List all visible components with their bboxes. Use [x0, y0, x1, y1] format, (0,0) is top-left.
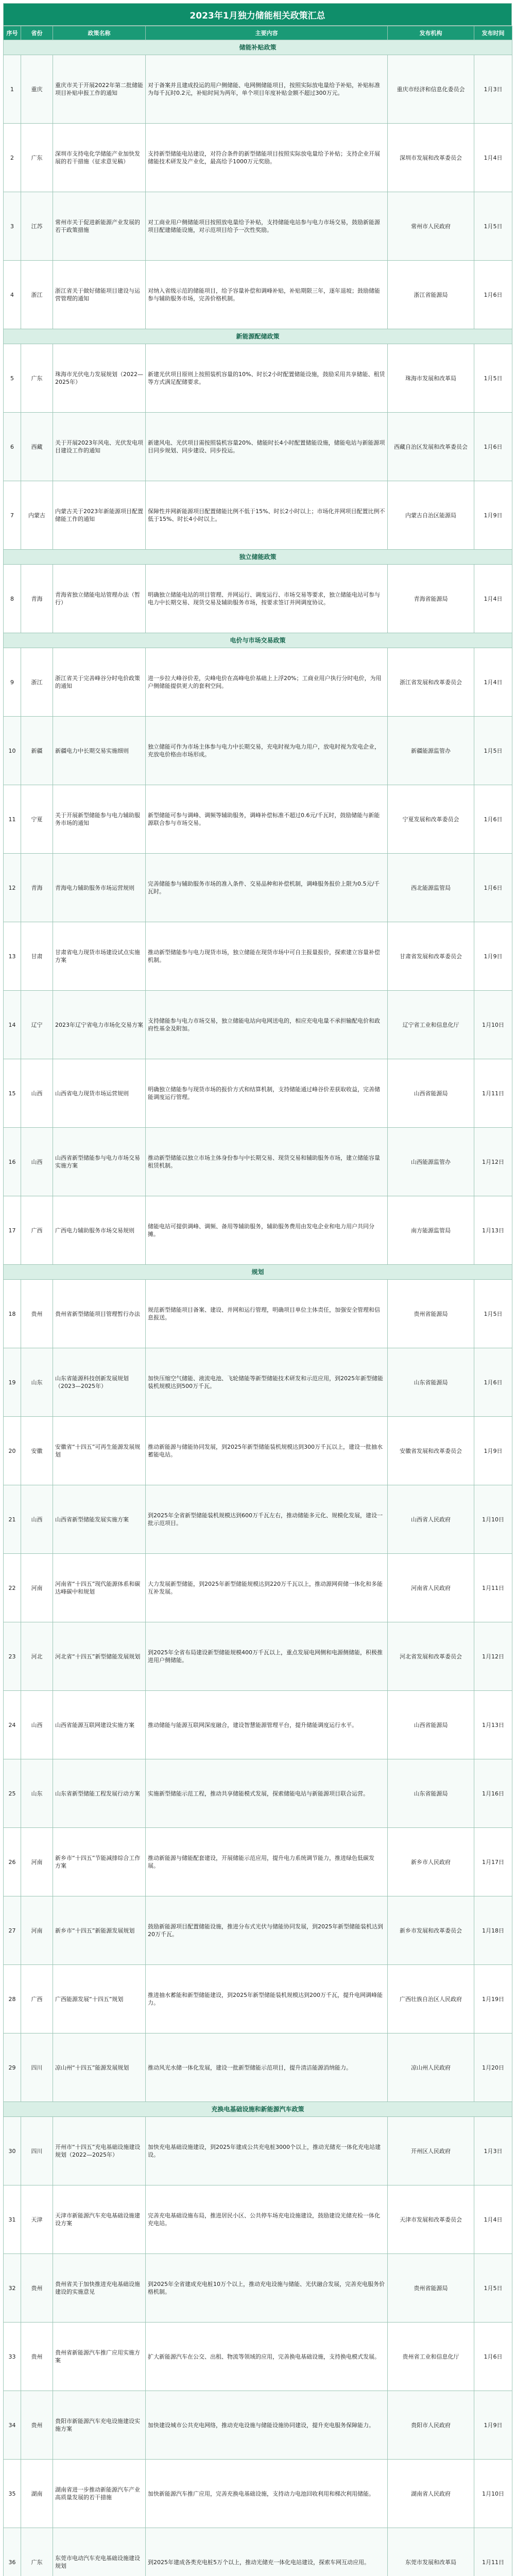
cell-no: 36: [4, 2528, 21, 2576]
cell-no: 30: [4, 2117, 21, 2185]
cell-content: 新型储能可参与调峰、调频等辅助服务，调峰补偿标准不超过0.6元/千瓦时，鼓励储能与新能源联合参与市场交易。: [146, 785, 388, 854]
section-title: 充换电基础设施和新能源汽车政策: [4, 2102, 512, 2117]
cell-policy-name: 山西省新型储能发展实施方案: [53, 1485, 146, 1554]
cell-no: 26: [4, 1828, 21, 1896]
cell-date: 1月13日: [474, 1196, 512, 1265]
table-row: [4, 1828, 512, 1896]
table-row: [4, 717, 512, 785]
cell-policy-name: 贵阳市新能源汽车充电设施建设实施方案: [53, 2391, 146, 2460]
cell-org: 湖南省人民政府: [388, 2460, 474, 2528]
cell-no: 12: [4, 854, 21, 922]
table-row: [4, 2117, 512, 2185]
cell-region: 湖南: [21, 2460, 53, 2528]
cell-content: 对纳入省级示范的储能项目，给予容量补偿和调峰补贴，补贴期限三年，逐年退坡；鼓励储能参与辅助服务市场，完善价格机制。: [146, 261, 388, 329]
table-row: [4, 2033, 512, 2102]
cell-date: 1月11日: [474, 1059, 512, 1128]
cell-content: 大力发展新型储能，到2025年新型储能规模达到220万千瓦以上，推动源网荷储一体化和多能互补发展。: [146, 1554, 388, 1622]
cell-no: 14: [4, 991, 21, 1059]
cell-no: 32: [4, 2254, 21, 2323]
cell-policy-name: 甘肃省电力现货市场建设试点实施方案: [53, 922, 146, 991]
table-row: [4, 2185, 512, 2254]
cell-region: 广西: [21, 1196, 53, 1265]
cell-no: 3: [4, 192, 21, 261]
cell-org: 山西省人民政府: [388, 1485, 474, 1554]
table-row: [4, 854, 512, 922]
cell-content: 储能电站可提供调峰、调频、备用等辅助服务，辅助服务费用由发电企业和电力用户共同分摊。: [146, 1196, 388, 1265]
cell-org: 内蒙古自治区能源局: [388, 481, 474, 550]
cell-no: 15: [4, 1059, 21, 1128]
cell-date: 1月3日: [474, 2117, 512, 2185]
cell-content: 实施新型储能示范工程，推动共享储能模式发展，探索储能电站与新能源项目联合运营。: [146, 1759, 388, 1828]
cell-org: 重庆市经济和信息化委员会: [388, 55, 474, 124]
section-header: [4, 2102, 512, 2117]
cell-region: 广东: [21, 344, 53, 413]
cell-policy-name: 开州市“十四五”充电基础设施建设规划（2022—2025年）: [53, 2117, 146, 2185]
cell-org: 贵州省工业和信息化厅: [388, 2323, 474, 2391]
cell-region: 广东: [21, 2528, 53, 2576]
cell-content: 加快建设城市公共充电网络，推动充电设施与储能设施协同建设，提升充电服务保障能力。: [146, 2391, 388, 2460]
cell-no: 28: [4, 1965, 21, 2033]
table-row: [4, 922, 512, 991]
cell-policy-name: 贵州省新型储能项目管理暂行办法: [53, 1280, 146, 1348]
cell-date: 1月9日: [474, 922, 512, 991]
cell-org: 河北省发展和改革委员会: [388, 1622, 474, 1691]
cell-policy-name: 常州市关于促进新能源产业发展的若干政策措施: [53, 192, 146, 261]
table-row: [4, 2391, 512, 2460]
cell-policy-name: 浙江省关于完善峰谷分时电价政策的通知: [53, 648, 146, 717]
cell-content: 推动新型储能参与电力现货市场，独立储能在现货市场中可自主报量报价，探索建立容量补偿机制。: [146, 922, 388, 991]
table-row: [4, 2460, 512, 2528]
cell-date: 1月5日: [474, 344, 512, 413]
cell-date: 1月10日: [474, 2460, 512, 2528]
cell-org: 山西省能源局: [388, 1691, 474, 1759]
cell-region: 贵州: [21, 2254, 53, 2323]
cell-org: 青海省能源局: [388, 565, 474, 633]
cell-content: 完善充电基础设施布局，推进居民小区、公共停车场充电设施建设，鼓励建设光储充检一体化充电站。: [146, 2185, 388, 2254]
cell-region: 山东: [21, 1348, 53, 1417]
cell-date: 1月5日: [474, 192, 512, 261]
cell-no: 27: [4, 1896, 21, 1965]
cell-org: 贵州省能源局: [388, 1280, 474, 1348]
policy-table: [3, 26, 512, 2576]
header-org: 发布机构: [388, 26, 474, 40]
cell-org: 山东省能源局: [388, 1348, 474, 1417]
cell-date: 1月13日: [474, 1691, 512, 1759]
cell-date: 1月20日: [474, 2033, 512, 2102]
cell-policy-name: 贵州省新能源汽车推广应用实施方案: [53, 2323, 146, 2391]
cell-content: 推进抽水蓄能和新型储能建设，到2025年新型储能装机规模达到200万千瓦，提升电网调峰能力。: [146, 1965, 388, 2033]
table-body: [4, 40, 512, 2576]
cell-content: 加快充电基础设施建设，到2025年建成公共充电桩3000个以上，推动光储充一体化充电站建设。: [146, 2117, 388, 2185]
cell-no: 31: [4, 2185, 21, 2254]
cell-no: 9: [4, 648, 21, 717]
table-row: [4, 648, 512, 717]
cell-date: 1月16日: [474, 1759, 512, 1828]
cell-org: 天津市发展和改革委员会: [388, 2185, 474, 2254]
cell-date: 1月6日: [474, 785, 512, 854]
cell-policy-name: 天津市新能源汽车充电基础设施建设方案: [53, 2185, 146, 2254]
cell-date: 1月4日: [474, 124, 512, 192]
cell-policy-name: 河北省“十四五”新型储能发展规划: [53, 1622, 146, 1691]
cell-policy-name: 广西电力辅助服务市场交易规则: [53, 1196, 146, 1265]
cell-policy-name: 山西省新型储能参与电力市场交易实施方案: [53, 1128, 146, 1196]
cell-no: 2: [4, 124, 21, 192]
section-header: [4, 40, 512, 55]
cell-no: 5: [4, 344, 21, 413]
cell-region: 天津: [21, 2185, 53, 2254]
cell-region: 四川: [21, 2033, 53, 2102]
cell-content: 完善储能参与辅助服务市场的准入条件、交易品种和补偿机制，调峰服务报价上限为0.5元/千瓦时。: [146, 854, 388, 922]
cell-no: 20: [4, 1417, 21, 1485]
cell-date: 1月9日: [474, 1417, 512, 1485]
cell-no: 18: [4, 1280, 21, 1348]
cell-date: 1月11日: [474, 2528, 512, 2576]
section-header: [4, 633, 512, 648]
cell-region: 西藏: [21, 413, 53, 481]
cell-no: 19: [4, 1348, 21, 1417]
cell-region: 贵州: [21, 1280, 53, 1348]
table-row: [4, 1965, 512, 2033]
cell-no: 23: [4, 1622, 21, 1691]
cell-policy-name: 广西能源发展“十四五”规划: [53, 1965, 146, 2033]
cell-date: 1月19日: [474, 1965, 512, 2033]
sheet-title: 2023年1月独力储能相关政策汇总: [3, 3, 512, 26]
cell-policy-name: 内蒙古关于2023年新能源项目配置储能工作的通知: [53, 481, 146, 550]
cell-region: 山东: [21, 1759, 53, 1828]
cell-region: 河南: [21, 1828, 53, 1896]
cell-policy-name: 山东省新型储能工程发展行动方案: [53, 1759, 146, 1828]
cell-policy-name: 关于开展2023年风电、光伏发电项目建设工作的通知: [53, 413, 146, 481]
cell-content: 推动新型储能以独立市场主体身份参与中长期交易、现货交易和辅助服务市场，建立储能容量租赁机制。: [146, 1128, 388, 1196]
cell-date: 1月11日: [474, 1554, 512, 1622]
cell-content: 加快新能源汽车推广应用，完善充换电基础设施，支持动力电池回收利用和梯次利用储能。: [146, 2460, 388, 2528]
cell-policy-name: 山东省能源科技创新发展规划（2023—2025年）: [53, 1348, 146, 1417]
cell-content: 支持新型储能电站建设，对符合条件的新型储能项目按照实际放电量给予补贴；支持企业开展储能技术研发及产业化，最高给予1000万元奖励。: [146, 124, 388, 192]
cell-policy-name: 东莞市电动汽车充电基础设施建设规划: [53, 2528, 146, 2576]
cell-region: 山西: [21, 1691, 53, 1759]
cell-date: 1月12日: [474, 1622, 512, 1691]
table-row: [4, 1348, 512, 1417]
cell-content: 推动新能源与储能协同发展，到2025年新型储能装机规模达到300万千瓦以上，建设一批抽水蓄能电站。: [146, 1417, 388, 1485]
cell-date: 1月9日: [474, 2391, 512, 2460]
cell-no: 7: [4, 481, 21, 550]
cell-region: 青海: [21, 565, 53, 633]
cell-region: 山西: [21, 1485, 53, 1554]
table-row: [4, 1691, 512, 1759]
section-header: [4, 550, 512, 565]
section-title: 电价与市场交易政策: [4, 633, 512, 648]
cell-org: 西北能源监管局: [388, 854, 474, 922]
cell-no: 13: [4, 922, 21, 991]
cell-org: 珠海市发展和改革局: [388, 344, 474, 413]
cell-org: 常州市人民政府: [388, 192, 474, 261]
cell-policy-name: 新乡市“十四五”新能源发展规划: [53, 1896, 146, 1965]
cell-org: 新乡市人民政府: [388, 1828, 474, 1896]
cell-org: 山西省能源局: [388, 1059, 474, 1128]
cell-content: 推动新能源与储能配套建设，开展储能示范应用，提升电力系统调节能力，推进绿色低碳发展。: [146, 1828, 388, 1896]
table-row: [4, 1622, 512, 1691]
cell-content: 对于备案并且建成投运的用户侧储能、电网侧储能项目，按照实际放电量给予补贴，补贴标准为每千瓦时0.2元，补贴时间为两年，单个项目年度补贴金额不超过300万元。: [146, 55, 388, 124]
cell-org: 浙江省能源局: [388, 261, 474, 329]
cell-region: 河南: [21, 1554, 53, 1622]
cell-org: 贵阳市人民政府: [388, 2391, 474, 2460]
table-row: [4, 1759, 512, 1828]
cell-date: 1月5日: [474, 2254, 512, 2323]
cell-org: 宁夏发展和改革委员会: [388, 785, 474, 854]
cell-no: 34: [4, 2391, 21, 2460]
table-row: [4, 991, 512, 1059]
cell-content: 推动储能与能源互联网深度融合，建设智慧能源管理平台，提升储能调度运行水平。: [146, 1691, 388, 1759]
cell-date: 1月6日: [474, 854, 512, 922]
cell-date: 1月9日: [474, 481, 512, 550]
cell-org: 辽宁省工业和信息化厅: [388, 991, 474, 1059]
header-no: 序号: [4, 26, 21, 40]
cell-policy-name: 浙江省关于做好储能项目建设与运营管理的通知: [53, 261, 146, 329]
cell-date: 1月5日: [474, 1280, 512, 1348]
cell-policy-name: 关于开展新型储能参与电力辅助服务市场的通知: [53, 785, 146, 854]
cell-date: 1月4日: [474, 565, 512, 633]
cell-org: 山东省能源局: [388, 1759, 474, 1828]
cell-policy-name: 青海电力辅助服务市场运营规则: [53, 854, 146, 922]
cell-date: 1月5日: [474, 717, 512, 785]
cell-content: 进一步拉大峰谷价差，尖峰电价在高峰电价基础上上浮20%；工商业用户执行分时电价，为用户侧储能提供更大的套利空间。: [146, 648, 388, 717]
cell-content: 保障性并网新能源项目配置储能比例不低于15%、时长2小时以上；市场化并网项目配置比例不低于15%、时长4小时以上。: [146, 481, 388, 550]
cell-no: 8: [4, 565, 21, 633]
cell-region: 宁夏: [21, 785, 53, 854]
cell-no: 29: [4, 2033, 21, 2102]
section-header: [4, 329, 512, 344]
cell-region: 贵州: [21, 2323, 53, 2391]
cell-content: 到2025年全省布局建设新型储能规模400万千瓦以上，重点发展电网侧和电源侧储能，积极推进用户侧储能。: [146, 1622, 388, 1691]
section-title: 规划: [4, 1265, 512, 1280]
header-row: [4, 26, 512, 40]
cell-date: 1月4日: [474, 648, 512, 717]
cell-org: 安徽省发展和改革委员会: [388, 1417, 474, 1485]
cell-no: 24: [4, 1691, 21, 1759]
cell-no: 22: [4, 1554, 21, 1622]
cell-policy-name: 山西省电力现货市场运营规则: [53, 1059, 146, 1128]
cell-no: 1: [4, 55, 21, 124]
cell-no: 6: [4, 413, 21, 481]
cell-policy-name: 湖南省进一步推动新能源汽车产业高质量发展的若干措施: [53, 2460, 146, 2528]
cell-policy-name: 河南省“十四五”现代能源体系和碳达峰碳中和规划: [53, 1554, 146, 1622]
table-row: [4, 1059, 512, 1128]
cell-region: 辽宁: [21, 991, 53, 1059]
cell-content: 明确独立储能电站的项目管理、并网运行、调度运行、市场交易等要求，独立储能电站可参与电力中长期交易、现货交易及辅助服务市场，按要求签订并网调度协议。: [146, 565, 388, 633]
cell-region: 河北: [21, 1622, 53, 1691]
table-row: [4, 785, 512, 854]
cell-date: 1月3日: [474, 55, 512, 124]
cell-policy-name: 山西省能源互联网建设实施方案: [53, 1691, 146, 1759]
header-content: 主要内容: [146, 26, 388, 40]
cell-policy-name: 青海省独立储能电站管理办法（暂行）: [53, 565, 146, 633]
cell-no: 10: [4, 717, 21, 785]
cell-no: 17: [4, 1196, 21, 1265]
table-row: [4, 1280, 512, 1348]
cell-content: 支持储能参与电力市场交易，独立储能电站向电网送电的，相应充电电量不承担输配电价和政府性基金及附加。: [146, 991, 388, 1059]
section-header: [4, 1265, 512, 1280]
table-row: [4, 565, 512, 633]
cell-content: 新建风电、光伏项目需按照装机容量20%、储能时长4小时配置储能设施，储能电站与新能源项目同步规划、同步建设、同步投运。: [146, 413, 388, 481]
table-row: [4, 2254, 512, 2323]
cell-date: 1月10日: [474, 991, 512, 1059]
cell-content: 鼓励新能源项目配置储能设施，推进分布式光伏与储能协同发展，到2025年新型储能装机达到20万千瓦。: [146, 1896, 388, 1965]
cell-date: 1月17日: [474, 1828, 512, 1896]
cell-org: 南方能源监管局: [388, 1196, 474, 1265]
cell-content: 对工商业用户侧储能项目按照放电量给予补贴，支持储能电站参与电力市场交易，鼓励新能源项目配建储能设施，对示范项目给予一次性奖励。: [146, 192, 388, 261]
cell-no: 25: [4, 1759, 21, 1828]
cell-content: 加快压缩空气储能、液流电池、飞轮储能等新型储能技术研发和示范应用，到2025年新型储能装机规模达到500万千瓦。: [146, 1348, 388, 1417]
cell-region: 广西: [21, 1965, 53, 2033]
policy-sheet: [3, 3, 512, 2576]
cell-org: 新乡市发展和改革委员会: [388, 1896, 474, 1965]
cell-policy-name: 凉山州“十四五”能源发展规划: [53, 2033, 146, 2102]
section-title: 独立储能政策: [4, 550, 512, 565]
cell-org: 西藏自治区发展和改革委员会: [388, 413, 474, 481]
table-row: [4, 1196, 512, 1265]
table-row: [4, 481, 512, 550]
cell-no: 11: [4, 785, 21, 854]
cell-date: 1月6日: [474, 2323, 512, 2391]
cell-region: 江苏: [21, 192, 53, 261]
table-row: [4, 344, 512, 413]
cell-policy-name: 新疆电力中长期交易实施细则: [53, 717, 146, 785]
cell-content: 规范新型储能项目备案、建设、并网和运行管理，明确项目单位主体责任，加强安全管理和信息报送。: [146, 1280, 388, 1348]
table-row: [4, 55, 512, 124]
cell-date: 1月18日: [474, 1896, 512, 1965]
table-row: [4, 261, 512, 329]
cell-region: 山西: [21, 1128, 53, 1196]
cell-no: 35: [4, 2460, 21, 2528]
cell-policy-name: 2023年辽宁省电力市场化交易方案: [53, 991, 146, 1059]
cell-content: 推动风光水储一体化发展，建设一批新型储能示范项目，提升清洁能源消纳能力。: [146, 2033, 388, 2102]
cell-no: 4: [4, 261, 21, 329]
cell-org: 浙江省发展和改革委员会: [388, 648, 474, 717]
cell-policy-name: 深圳市支持电化学储能产业加快发展的若干措施（征求意见稿）: [53, 124, 146, 192]
table-row: [4, 1485, 512, 1554]
cell-content: 到2025年全省建成充电桩10万个以上，推动充电设施与储能、光伏融合发展，完善充电服务价格机制。: [146, 2254, 388, 2323]
cell-date: 1月4日: [474, 2185, 512, 2254]
cell-content: 新建光伏项目原则上按照装机容量的10%、时长2小时配置储能设施，鼓励采用共享储能、租赁等方式满足配储要求。: [146, 344, 388, 413]
table-row: [4, 124, 512, 192]
cell-content: 扩大新能源汽车在公交、出租、物流等领域的应用，完善换电基础设施，支持换电模式发展。: [146, 2323, 388, 2391]
cell-org: 甘肃省发展和改革委员会: [388, 922, 474, 991]
table-row: [4, 1417, 512, 1485]
cell-org: 凉山州人民政府: [388, 2033, 474, 2102]
cell-org: 新疆能源监管办: [388, 717, 474, 785]
cell-region: 内蒙古: [21, 481, 53, 550]
header-date: 发布时间: [474, 26, 512, 40]
cell-date: 1月6日: [474, 1348, 512, 1417]
cell-content: 到2025年全省新型储能装机规模达到600万千瓦左右，推动储能多元化、规模化发展，建设一批示范项目。: [146, 1485, 388, 1554]
cell-region: 安徽: [21, 1417, 53, 1485]
cell-org: 东莞市发展和改革局: [388, 2528, 474, 2576]
table-row: [4, 2528, 512, 2576]
cell-date: 1月12日: [474, 1128, 512, 1196]
table-row: [4, 2323, 512, 2391]
cell-content: 独立储能可作为市场主体参与电力中长期交易，充电时视为电力用户，放电时视为发电企业，充放电价格由市场形成。: [146, 717, 388, 785]
cell-region: 甘肃: [21, 922, 53, 991]
cell-org: 山西能源监管办: [388, 1128, 474, 1196]
table-row: [4, 1896, 512, 1965]
cell-policy-name: 珠海市光伏电力发展规划（2022—2025年）: [53, 344, 146, 413]
table-row: [4, 1554, 512, 1622]
header-name: 政策名称: [53, 26, 146, 40]
section-title: 新能源配储政策: [4, 329, 512, 344]
cell-policy-name: 新乡市“十四五”节能减排综合工作方案: [53, 1828, 146, 1896]
cell-org: 广西壮族自治区人民政府: [388, 1965, 474, 2033]
cell-content: 到2025年建成各类充电桩5万个以上，推动光储充一体化电站建设，探索车网互动应用。: [146, 2528, 388, 2576]
cell-org: 河南省人民政府: [388, 1554, 474, 1622]
cell-region: 重庆: [21, 55, 53, 124]
cell-org: 深圳市发展和改革委员会: [388, 124, 474, 192]
cell-region: 青海: [21, 854, 53, 922]
cell-org: 开州区人民政府: [388, 2117, 474, 2185]
cell-region: 山西: [21, 1059, 53, 1128]
header-region: 省份: [21, 26, 53, 40]
table-row: [4, 413, 512, 481]
table-row: [4, 192, 512, 261]
cell-date: 1月10日: [474, 1485, 512, 1554]
cell-policy-name: 贵州省关于加快推进充电基础设施建设的实施意见: [53, 2254, 146, 2323]
cell-region: 浙江: [21, 261, 53, 329]
cell-no: 33: [4, 2323, 21, 2391]
cell-org: 贵州省能源局: [388, 2254, 474, 2323]
cell-date: 1月6日: [474, 413, 512, 481]
cell-region: 四川: [21, 2117, 53, 2185]
cell-content: 明确独立储能参与现货市场的报价方式和结算机制，支持储能通过峰谷价差获取收益，完善储能调度运行管理。: [146, 1059, 388, 1128]
cell-region: 广东: [21, 124, 53, 192]
cell-no: 21: [4, 1485, 21, 1554]
cell-region: 河南: [21, 1896, 53, 1965]
cell-date: 1月6日: [474, 261, 512, 329]
cell-policy-name: 重庆市关于开展2022年第二批储能项目补贴申报工作的通知: [53, 55, 146, 124]
section-title: 储能补贴政策: [4, 40, 512, 55]
cell-region: 新疆: [21, 717, 53, 785]
cell-region: 贵州: [21, 2391, 53, 2460]
table-row: [4, 1128, 512, 1196]
cell-region: 浙江: [21, 648, 53, 717]
cell-no: 16: [4, 1128, 21, 1196]
cell-policy-name: 安徽省“十四五”可再生能源发展规划: [53, 1417, 146, 1485]
